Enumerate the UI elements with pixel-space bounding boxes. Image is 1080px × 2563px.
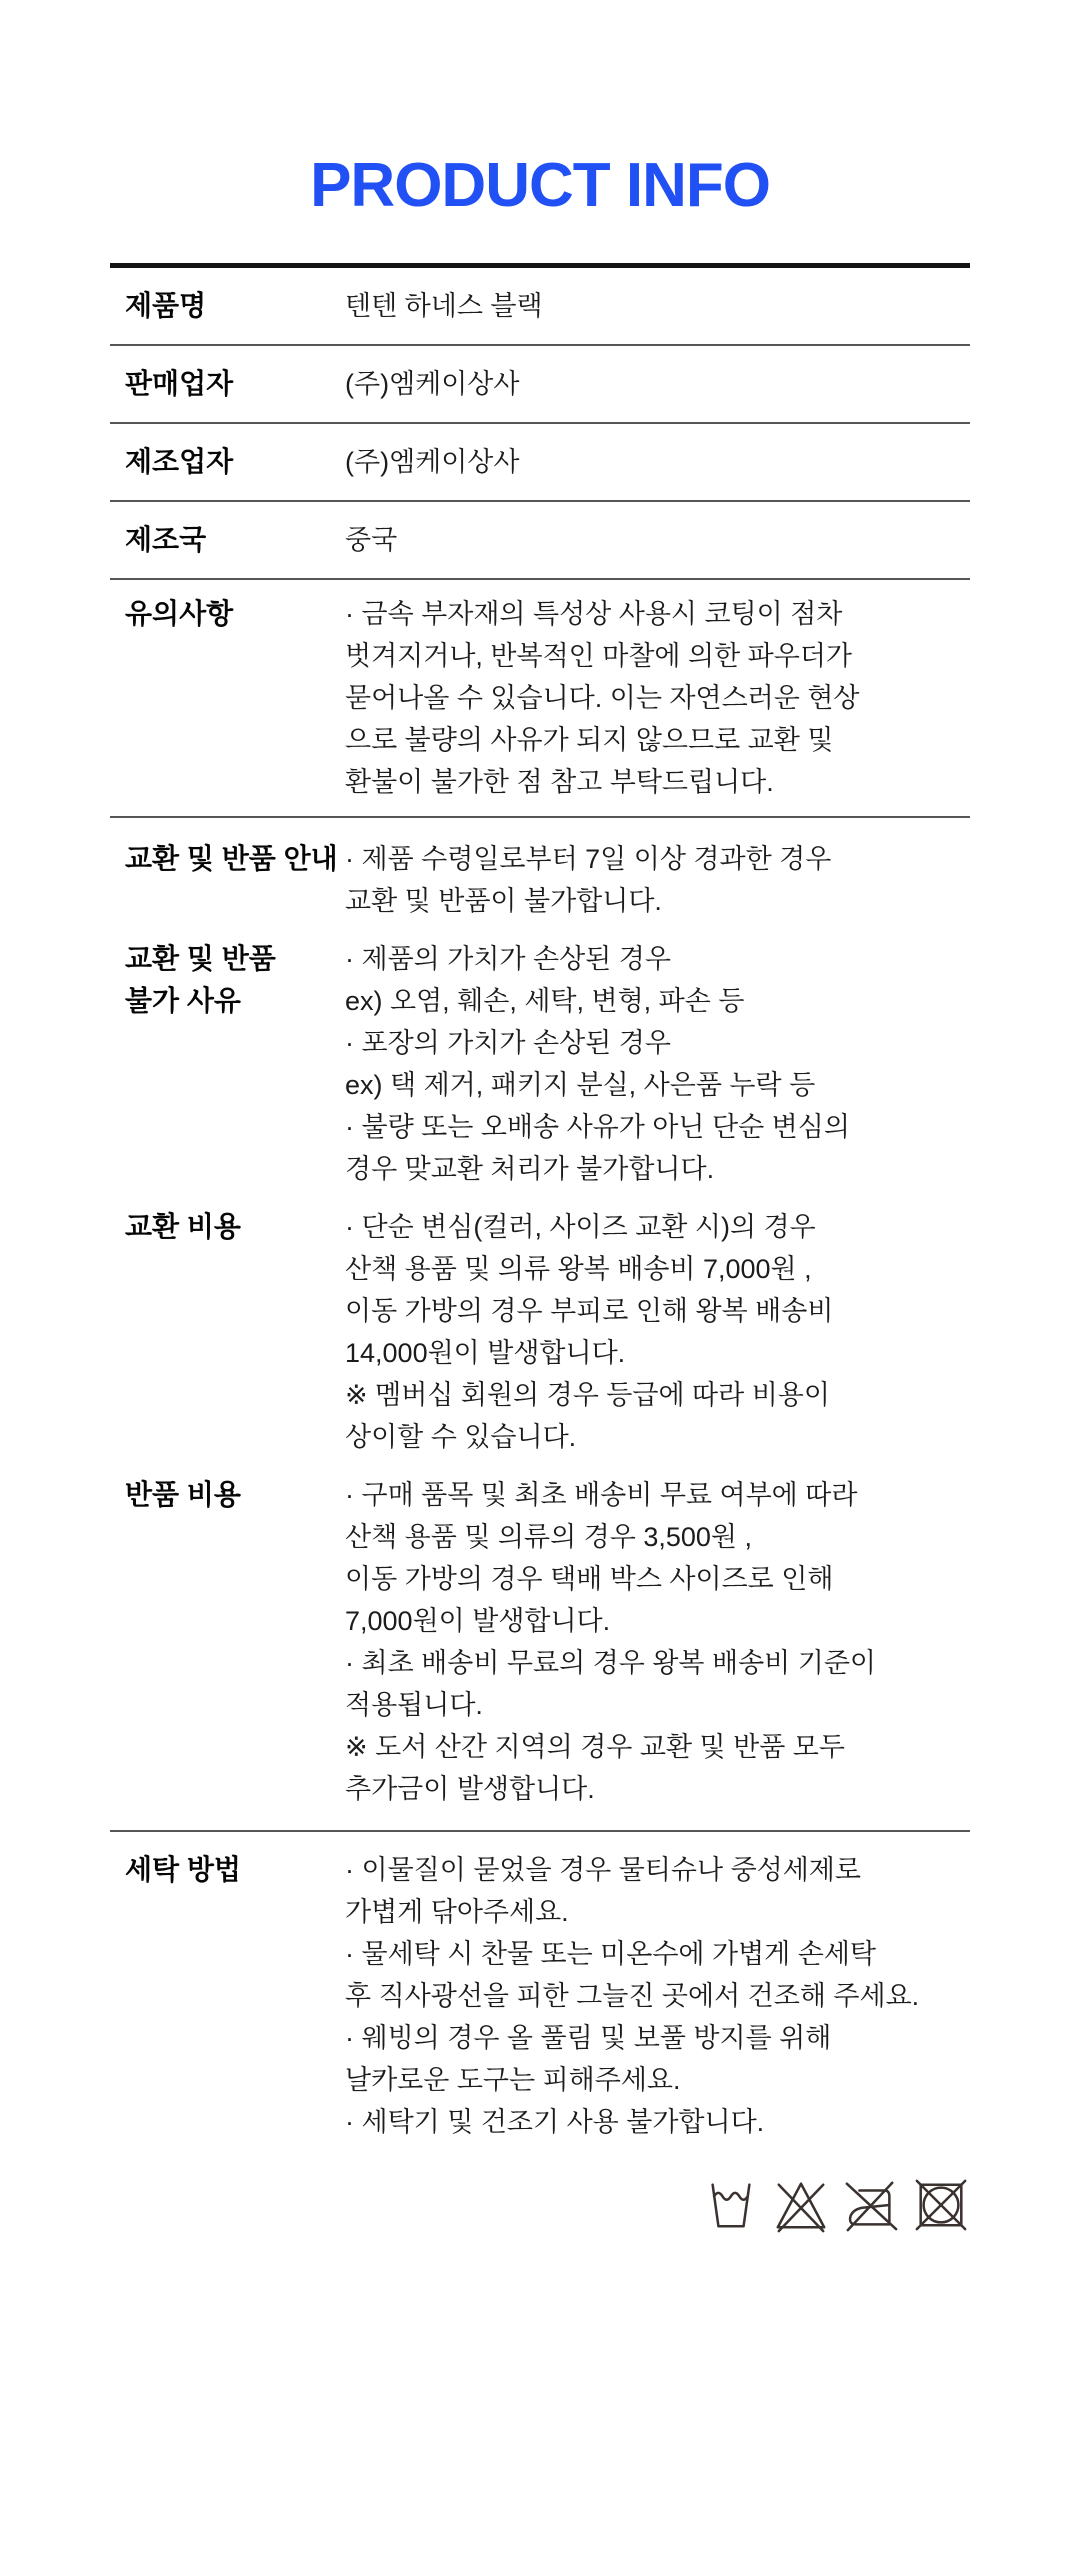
row-content-line: · 제품 수령일로부터 7일 이상 경과한 경우 [345, 844, 832, 874]
row-content-line: 산책 용품 및 의류의 경우 3,500원 , [345, 1522, 752, 1552]
page-title: PRODUCT INFO [310, 151, 770, 220]
product-info-table [110, 263, 970, 2160]
row-content-line: (주)엠케이상사 [345, 447, 520, 477]
row-content [345, 285, 970, 327]
row-content-line: 이동 가방의 경우 부피로 인해 왕복 배송비 [345, 1296, 834, 1326]
row-content-line: 상이할 수 있습니다. [345, 1422, 577, 1452]
row-content-line: 적용됩니다. [345, 1690, 483, 1720]
row-label: 유의사항 [125, 598, 234, 629]
row-label: 판매업자 [125, 368, 234, 399]
product-info-page [0, 150, 1080, 2563]
row-content-line: 14,000원이 발생합니다. [345, 1338, 626, 1368]
row-label: 교환 및 반품 안내 [125, 843, 338, 874]
row-label: 교환 비용 [125, 1211, 241, 1242]
do-not-tumble-dry-icon [912, 2176, 970, 2234]
row-exchange-return-restrictions [125, 938, 970, 1190]
row-content-line: 경우 맞교환 처리가 불가합니다. [345, 1154, 715, 1184]
row-content [345, 938, 970, 1190]
row-content [345, 441, 970, 483]
row-content-line: 산책 용품 및 의류 왕복 배송비 7,000원 , [345, 1254, 812, 1284]
row-content [345, 363, 970, 405]
row-content-line: (주)엠케이상사 [345, 369, 520, 399]
row-label: 제품명 [125, 290, 207, 321]
row-content-line: 이동 가방의 경우 택배 박스 사이즈로 인해 [345, 1564, 834, 1594]
row-content-line: · 제품의 가치가 손상된 경우 [345, 944, 671, 974]
row-content [345, 1206, 970, 1458]
wash-tub-icon [702, 2176, 760, 2234]
do-not-iron-icon [842, 2176, 900, 2234]
row-content-line: 환불이 불가한 점 참고 부탁드립니다. [345, 767, 774, 797]
row-content [345, 1474, 970, 1810]
do-not-bleach-icon [772, 2176, 830, 2234]
row-label: 제조업자 [125, 446, 234, 477]
row-content [345, 519, 970, 561]
row-content-line: ex) 오염, 훼손, 세탁, 변형, 파손 등 [345, 986, 745, 1016]
row-manufacturer [110, 424, 970, 502]
row-exchange-cost [125, 1206, 970, 1458]
row-content [345, 1849, 970, 2143]
row-content-line: 중국 [345, 525, 398, 555]
row-country [110, 502, 970, 580]
row-washing-method [110, 1832, 970, 2160]
row-content-line: 텐텐 하네스 블랙 [345, 291, 543, 321]
row-content-line: · 불량 또는 오배송 사유가 아닌 단순 변심의 [345, 1112, 850, 1142]
row-label: 제조국 [125, 524, 207, 555]
row-content-line: · 단순 변심(컬러, 사이즈 교환 시)의 경우 [345, 1212, 816, 1242]
row-content-line: · 금속 부자재의 특성상 사용시 코팅이 점차 [345, 599, 843, 629]
row-content-line: · 세탁기 및 건조기 사용 불가합니다. [345, 2107, 765, 2137]
row-product-name [110, 268, 970, 346]
row-seller [110, 346, 970, 424]
row-label: 교환 및 반품 불가 사유 [125, 943, 276, 1016]
row-content-line: · 최초 배송비 무료의 경우 왕복 배송비 기준이 [345, 1648, 876, 1678]
row-content-line: ex) 택 제거, 패키지 분실, 사은품 누락 등 [345, 1070, 816, 1100]
row-content-line: 추가금이 발생합니다. [345, 1774, 595, 1804]
row-content [345, 593, 970, 803]
row-exchange-return-guide [125, 838, 970, 922]
row-content-line: · 이물질이 묻었을 경우 물티슈나 중성세제로 [345, 1855, 861, 1885]
exchange-return-block [110, 818, 970, 1832]
row-content-line: 벗겨지거나, 반복적인 마찰에 의한 파우더가 [345, 641, 852, 671]
row-content-line: ※ 도서 산간 지역의 경우 교환 및 반품 모두 [345, 1732, 845, 1762]
row-content-line: · 구매 품목 및 최초 배송비 무료 여부에 따라 [345, 1480, 858, 1510]
row-return-cost [125, 1474, 970, 1810]
row-content-line: ※ 멤버십 회원의 경우 등급에 따라 비용이 [345, 1380, 830, 1410]
row-label: 세탁 방법 [125, 1854, 241, 1885]
row-content-line: · 물세탁 시 찬물 또는 미온수에 가볍게 손세탁 [345, 1939, 876, 1969]
row-content-line: 7,000원이 발생합니다. [345, 1606, 611, 1636]
row-content [345, 838, 970, 922]
row-content-line: · 포장의 가치가 손상된 경우 [345, 1028, 671, 1058]
row-content-line: · 웨빙의 경우 올 풀림 및 보풀 방지를 위해 [345, 2023, 832, 2053]
row-content-line: 묻어나올 수 있습니다. 이는 자연스러운 현상 [345, 683, 860, 713]
row-label: 반품 비용 [125, 1479, 241, 1510]
row-content-line: 교환 및 반품이 불가합니다. [345, 886, 662, 916]
row-content-line: 후 직사광선을 피한 그늘진 곳에서 건조해 주세요. [345, 1981, 920, 2011]
row-content-line: 가볍게 닦아주세요. [345, 1897, 569, 1927]
row-content-line: 날카로운 도구는 피해주세요. [345, 2065, 681, 2095]
care-symbols-row [110, 2176, 970, 2234]
row-content-line: 으로 불량의 사유가 되지 않으므로 교환 및 [345, 725, 834, 755]
row-caution [110, 580, 970, 818]
